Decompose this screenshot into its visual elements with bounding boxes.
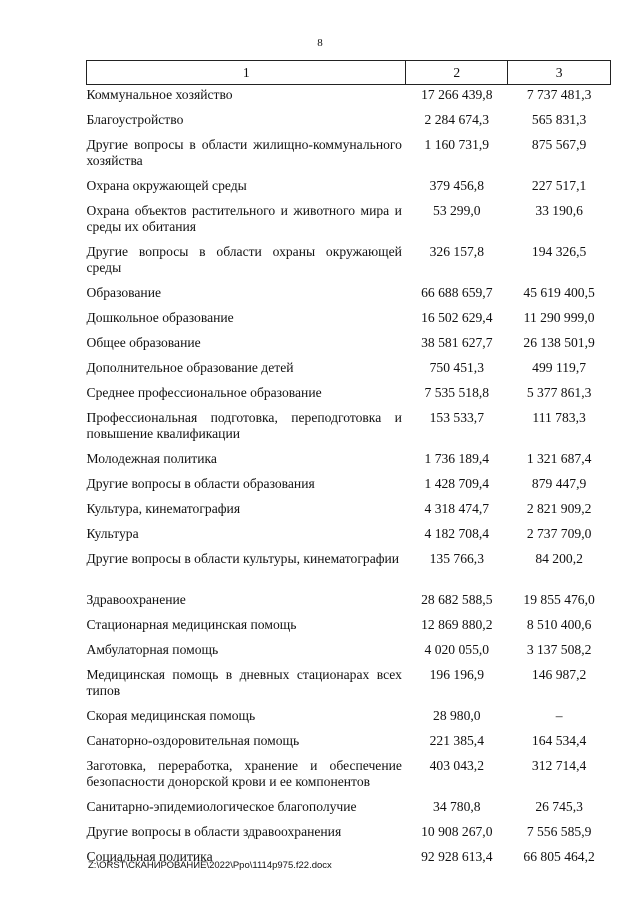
table-row xyxy=(87,640,611,665)
document-file-path: Z:\ORST\СКАНИРОВАНИЕ\2022\Ppo\1114p975.f22.docx xyxy=(88,860,332,871)
row-value-col3: 66 805 464,2 xyxy=(523,849,595,864)
row-name-cell: Заготовка, переработка, хранение и обеспечение безопасности донорской крови и ее компонентов xyxy=(86,758,402,789)
row-value-col3: 111 783,3 xyxy=(532,410,586,425)
row-name-cell: Амбулаторная помощь xyxy=(86,642,219,657)
row-name-cell: Другие вопросы в области здравоохранения xyxy=(86,824,342,839)
row-value-col3: 227 517,1 xyxy=(531,178,587,193)
table-header-row xyxy=(87,61,611,85)
row-value-col3: 26 138 501,9 xyxy=(523,335,595,350)
row-value-col2: 12 869 880,2 xyxy=(421,617,493,632)
row-value-col2: 34 780,8 xyxy=(433,799,481,814)
row-name-cell: Санаторно-оздоровительная помощь xyxy=(86,733,300,748)
row-value-col3: 3 137 508,2 xyxy=(526,642,592,657)
row-value-col2: 10 908 267,0 xyxy=(421,824,493,839)
table-row xyxy=(87,176,611,201)
row-name-cell: Другие вопросы в области образования xyxy=(86,476,315,491)
table-row xyxy=(87,822,611,847)
table-row xyxy=(87,590,611,615)
row-value-col3: 1 321 687,4 xyxy=(526,451,592,466)
table-row xyxy=(87,499,611,524)
row-name-cell: Медицинская помощь в дневных стационарах всех типов xyxy=(86,667,402,698)
row-name-cell: Культура xyxy=(86,526,139,541)
row-name-cell: Охрана окружающей среды xyxy=(86,178,247,193)
row-value-col3: 7 737 481,3 xyxy=(526,87,592,102)
table-row xyxy=(87,706,611,731)
row-value-col2: 16 502 629,4 xyxy=(421,310,493,325)
row-value-col3: 19 855 476,0 xyxy=(523,592,595,607)
table-row xyxy=(87,383,611,408)
row-value-col2: 1 736 189,4 xyxy=(424,451,490,466)
row-value-col3: 8 510 400,6 xyxy=(526,617,592,632)
table-row xyxy=(87,615,611,640)
row-value-col2: 4 318 474,7 xyxy=(424,501,490,516)
row-value-col3: 45 619 400,5 xyxy=(523,285,595,300)
row-value-col3: 146 987,2 xyxy=(531,667,587,682)
row-name-cell: Среднее профессиональное образование xyxy=(86,385,322,400)
column-header-3: 3 xyxy=(508,61,611,85)
row-value-col3: 879 447,9 xyxy=(531,476,587,491)
column-header-2: 2 xyxy=(406,61,508,85)
row-value-col3: – xyxy=(555,708,563,723)
row-value-col2: 196 196,9 xyxy=(429,667,484,682)
column-header-1: 1 xyxy=(87,61,406,85)
row-value-col3: 565 831,3 xyxy=(531,112,587,127)
table-row xyxy=(87,85,611,111)
table-row xyxy=(87,201,611,242)
row-name-cell: Культура, кинематография xyxy=(86,501,241,516)
table-row xyxy=(87,524,611,549)
row-name-cell: Дополнительное образование детей xyxy=(86,360,294,375)
row-value-col2: 2 284 674,3 xyxy=(424,112,490,127)
row-name-cell: Здравоохранение xyxy=(86,592,186,607)
row-value-col2: 17 266 439,8 xyxy=(421,87,493,102)
row-name-cell: Образование xyxy=(86,285,162,300)
row-value-col3: 5 377 861,3 xyxy=(526,385,592,400)
row-value-col3: 194 326,5 xyxy=(531,244,587,259)
row-value-col2: 38 581 627,7 xyxy=(421,335,493,350)
table-row xyxy=(87,242,611,283)
row-name-cell: Другие вопросы в области культуры, кинематографии xyxy=(86,551,400,566)
row-value-col2: 4 020 055,0 xyxy=(424,642,490,657)
row-name-cell: Другие вопросы в области жилищно-коммунального хозяйства xyxy=(86,137,402,168)
row-name-cell: Санитарно-эпидемиологическое благополучие xyxy=(86,799,357,814)
table-row xyxy=(87,449,611,474)
row-value-col2: 53 299,0 xyxy=(433,203,481,218)
row-value-col3: 26 745,3 xyxy=(535,799,583,814)
row-name-cell: Общее образование xyxy=(86,335,201,350)
row-value-col2: 66 688 659,7 xyxy=(421,285,493,300)
row-value-col2: 403 043,2 xyxy=(429,758,484,773)
table-row xyxy=(87,756,611,797)
row-name-cell: Другие вопросы в области охраны окружающей среды xyxy=(86,244,402,275)
row-name-cell: Социальная политика xyxy=(86,849,213,864)
row-value-col2: 4 182 708,4 xyxy=(424,526,490,541)
table-row xyxy=(87,731,611,756)
table-row xyxy=(87,408,611,449)
row-name-cell: Стационарная медицинская помощь xyxy=(86,617,297,632)
row-value-col3: 499 119,7 xyxy=(532,360,587,375)
row-value-col3: 33 190,6 xyxy=(535,203,583,218)
table-body xyxy=(87,85,611,873)
row-value-col3: 164 534,4 xyxy=(531,733,587,748)
table-row xyxy=(87,474,611,499)
page-number: 8 xyxy=(317,37,323,49)
table-row xyxy=(87,333,611,358)
table-row xyxy=(87,797,611,822)
row-value-col2: 326 157,8 xyxy=(429,244,484,259)
row-name-cell: Охрана объектов растительного и животного мира и среды их обитания xyxy=(86,203,402,234)
row-name-cell: Скорая медицинская помощь xyxy=(86,708,256,723)
table-row xyxy=(87,135,611,176)
row-value-col2: 135 766,3 xyxy=(429,551,484,566)
row-value-col3: 84 200,2 xyxy=(535,551,583,566)
row-value-col3: 312 714,4 xyxy=(531,758,587,773)
row-value-col2: 1 160 731,9 xyxy=(424,137,490,152)
budget-table xyxy=(86,60,611,872)
table-row xyxy=(87,110,611,135)
row-value-col2: 7 535 518,8 xyxy=(424,385,490,400)
row-value-col2: 28 980,0 xyxy=(433,708,481,723)
table-row xyxy=(87,358,611,383)
row-value-col2: 1 428 709,4 xyxy=(424,476,490,491)
row-value-col2: 92 928 613,4 xyxy=(421,849,493,864)
row-value-col2: 379 456,8 xyxy=(429,178,484,193)
row-value-col3: 2 821 909,2 xyxy=(526,501,592,516)
table-row xyxy=(87,308,611,333)
row-value-col3: 7 556 585,9 xyxy=(526,824,592,839)
row-value-col3: 875 567,9 xyxy=(531,137,587,152)
table-row xyxy=(87,283,611,308)
table-row xyxy=(87,665,611,706)
row-name-cell: Молодежная политика xyxy=(86,451,217,466)
row-value-col3: 11 290 999,0 xyxy=(523,310,595,325)
row-value-col2: 750 451,3 xyxy=(429,360,484,375)
row-name-cell: Благоустройство xyxy=(86,112,184,127)
row-value-col2: 221 385,4 xyxy=(429,733,484,748)
row-name-cell: Дошкольное образование xyxy=(86,310,234,325)
row-value-col3: 2 737 709,0 xyxy=(526,526,592,541)
row-value-col2: 28 682 588,5 xyxy=(421,592,493,607)
row-name-cell: Коммунальное хозяйство xyxy=(86,87,233,102)
row-name-cell: Профессиональная подготовка, переподготовка и повышение квалификации xyxy=(86,410,402,441)
table-row xyxy=(87,549,611,590)
row-value-col2: 153 533,7 xyxy=(429,410,484,425)
